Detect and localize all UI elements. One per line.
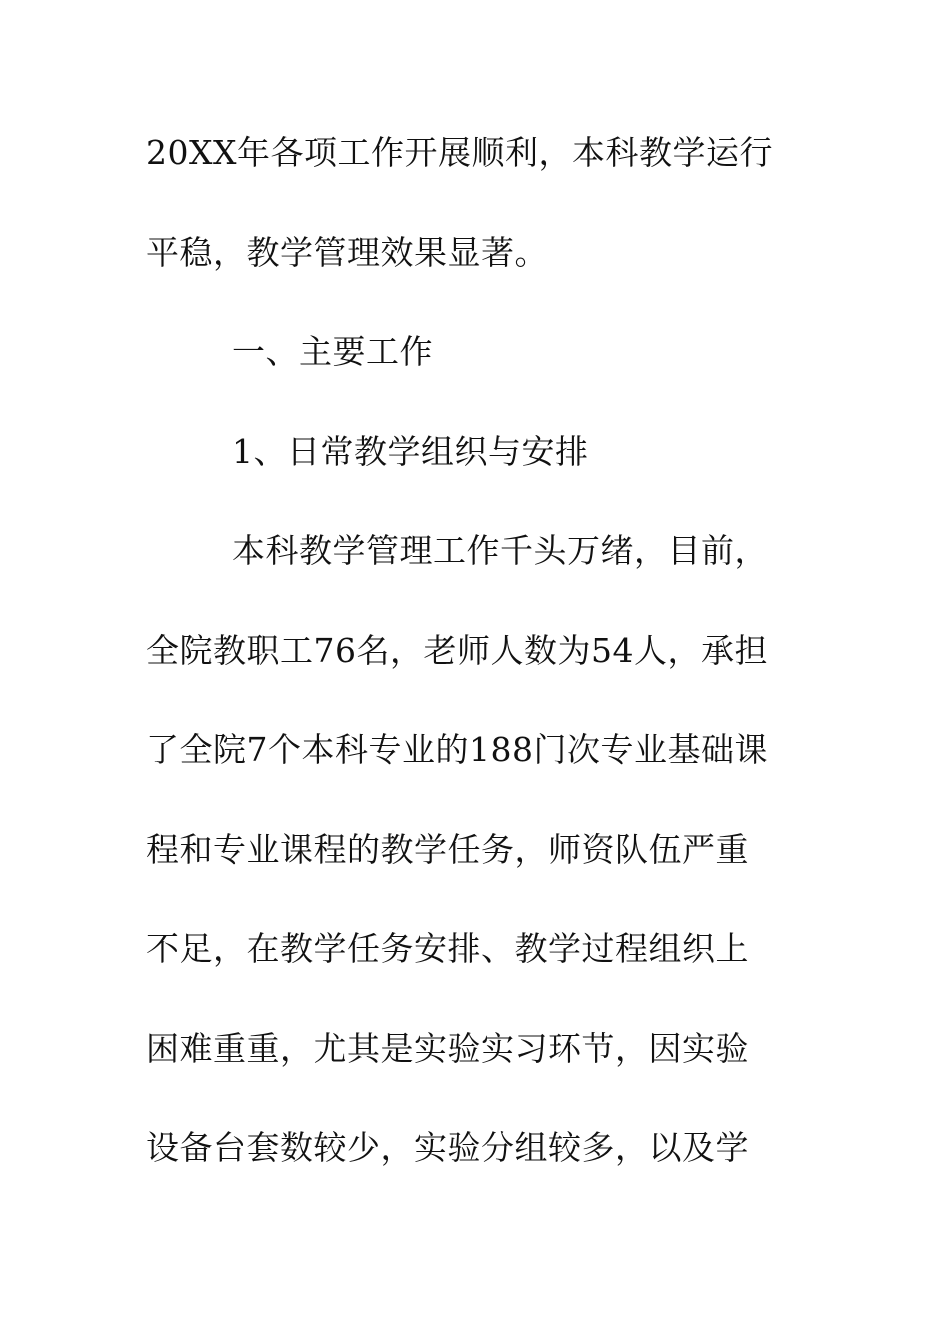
paragraph-line-4: 全院教职工76名，老师人数为54人，承担 [146,631,768,670]
paragraph-line-7: 不足，在教学任务安排、教学过程组织上 [146,929,749,968]
section-heading: 一、主要工作 [232,332,433,371]
paragraph-line-2: 平稳，教学管理效果显著。 [146,233,548,272]
paragraph-line-1: 20XX年各项工作开展顺利，本科教学运行 [146,133,773,172]
paragraph-line-3: 本科教学管理工作千头万绪，目前， [232,531,768,570]
paragraph-line-5: 了全院7个本科专业的188门次专业基础课 [146,730,768,769]
paragraph-line-6: 程和专业课程的教学任务，师资队伍严重 [146,830,749,869]
paragraph-line-8: 困难重重，尤其是实验实习环节，因实验 [146,1029,749,1068]
subsection-heading: 1、日常教学组织与安排 [232,432,589,471]
paragraph-line-9: 设备台套数较少，实验分组较多，以及学 [146,1128,749,1167]
